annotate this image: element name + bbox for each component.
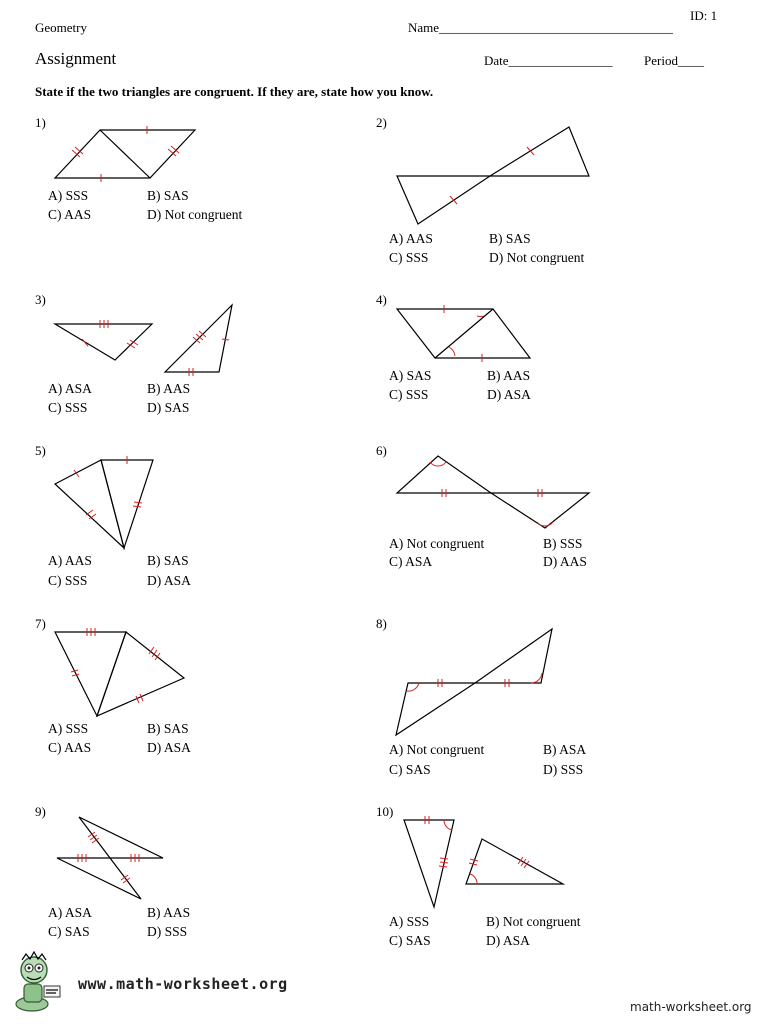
choice-a[interactable]: A) Not congruent [389, 536, 485, 551]
name-field[interactable]: Name____________________________________ [408, 20, 674, 35]
instructions: State if the two triangles are congruent. If they are, state how you know. [35, 84, 434, 99]
choice-c[interactable]: C) SAS [48, 924, 90, 939]
choice-b[interactable]: B) AAS [147, 381, 191, 396]
choice-c[interactable]: C) SAS [389, 762, 431, 777]
date-field[interactable]: Date________________ [484, 53, 613, 68]
choice-d[interactable]: D) AAS [543, 554, 587, 569]
course-name: Geometry [35, 20, 87, 35]
choice-a[interactable]: A) SSS [48, 188, 89, 203]
question-number: 10) [376, 804, 394, 819]
choice-c[interactable]: C) SSS [48, 573, 88, 588]
question-number: 5) [35, 443, 46, 458]
choice-a[interactable]: A) AAS [48, 553, 92, 568]
question-number: 2) [376, 115, 387, 130]
choice-d[interactable]: D) ASA [147, 740, 191, 755]
footer-url-left[interactable]: www.math-worksheet.org [78, 975, 288, 993]
choice-d[interactable]: D) ASA [147, 573, 191, 588]
choice-d[interactable]: D) ASA [487, 387, 531, 402]
choice-a[interactable]: A) SAS [389, 368, 432, 383]
question-number: 9) [35, 804, 46, 819]
choice-b[interactable]: B) SSS [543, 536, 583, 551]
choice-b[interactable]: B) AAS [147, 905, 191, 920]
choice-b[interactable]: B) SAS [147, 553, 189, 568]
choice-d[interactable]: D) SSS [543, 762, 584, 777]
question-number: 3) [35, 292, 46, 307]
choice-d[interactable]: D) Not congruent [489, 250, 585, 265]
choice-a[interactable]: A) Not congruent [389, 742, 485, 757]
choice-b[interactable]: B) SAS [147, 188, 189, 203]
mascot-logo [6, 950, 68, 1016]
choice-a[interactable]: A) AAS [389, 231, 433, 246]
choice-d[interactable]: D) ASA [486, 933, 530, 948]
choice-a[interactable]: A) ASA [48, 381, 92, 396]
choice-b[interactable]: B) ASA [543, 742, 587, 757]
question-number: 1) [35, 115, 46, 130]
choice-c[interactable]: C) ASA [389, 554, 433, 569]
choice-d[interactable]: D) Not congruent [147, 207, 243, 222]
choice-b[interactable]: B) AAS [487, 368, 531, 383]
choice-c[interactable]: C) AAS [48, 740, 92, 755]
period-field[interactable]: Period____ [644, 53, 704, 68]
question-number: 4) [376, 292, 387, 307]
choice-b[interactable]: B) SAS [489, 231, 531, 246]
worksheet-id: ID: 1 [690, 8, 718, 23]
choice-c[interactable]: C) SSS [48, 400, 88, 415]
question-number: 8) [376, 616, 387, 631]
choice-d[interactable]: D) SAS [147, 400, 190, 415]
choice-d[interactable]: D) SSS [147, 924, 188, 939]
choice-c[interactable]: C) SSS [389, 250, 429, 265]
choice-a[interactable]: A) SSS [389, 914, 430, 929]
question-number: 6) [376, 443, 387, 458]
choice-a[interactable]: A) ASA [48, 905, 92, 920]
question-number: 7) [35, 616, 46, 631]
page-title: Assignment [35, 49, 117, 68]
choice-b[interactable]: B) SAS [147, 721, 189, 736]
choice-b[interactable]: B) Not congruent [486, 914, 581, 929]
choice-c[interactable]: C) AAS [48, 207, 92, 222]
choice-c[interactable]: C) SSS [389, 387, 429, 402]
choice-c[interactable]: C) SAS [389, 933, 431, 948]
footer-url-right[interactable]: math-worksheet.org [630, 1000, 752, 1014]
choice-a[interactable]: A) SSS [48, 721, 89, 736]
